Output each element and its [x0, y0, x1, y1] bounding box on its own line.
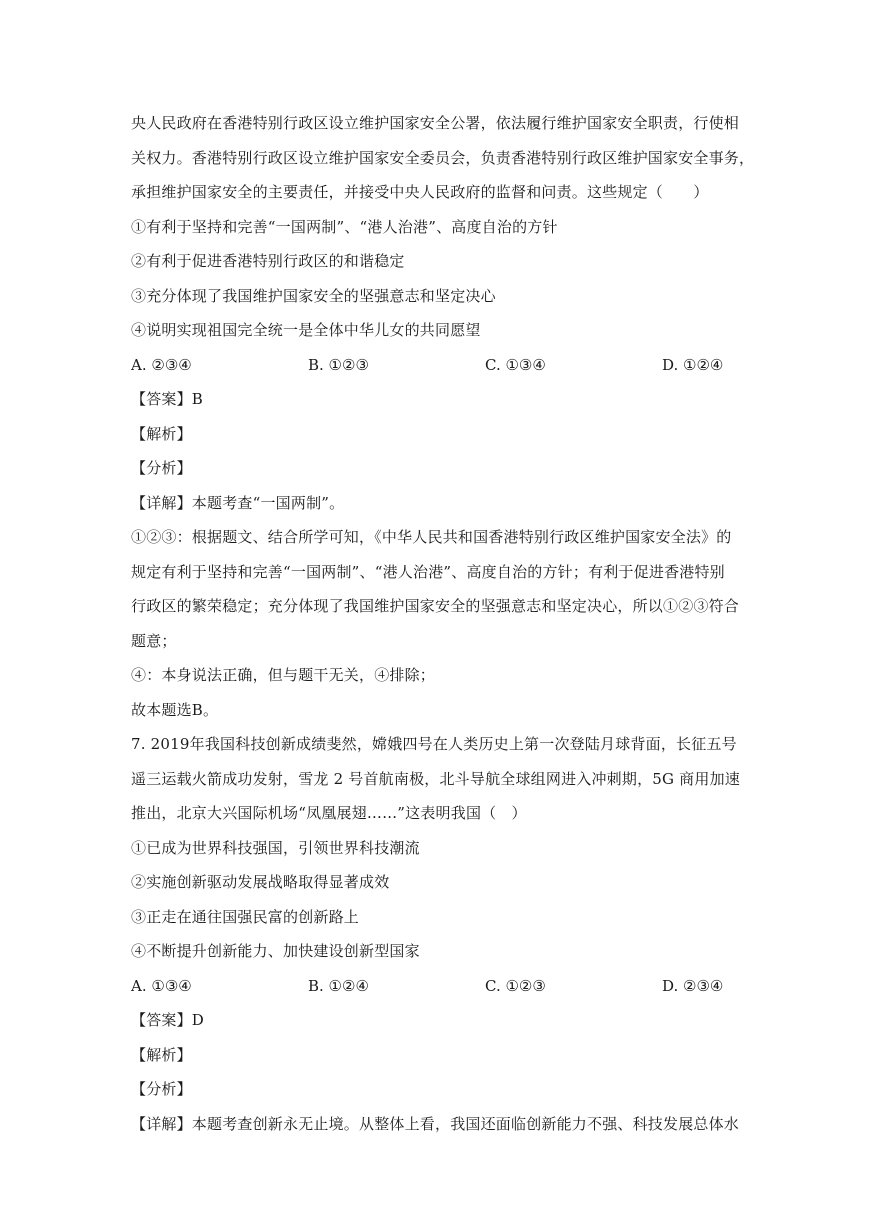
- q7-answer: 【答案】D: [131, 1011, 205, 1029]
- q7-option-b: B. ①②④: [308, 976, 369, 995]
- q7-item-2: ②实施创新驱动发展战略取得显著成效: [131, 873, 390, 891]
- q6-explain-line-3: 规定有利于坚持和完善“一国两制”、“港人治港”、高度自治的方针；有利于促进香港特别: [131, 562, 725, 581]
- q6-item-3: ③充分体现了我国维护国家安全的坚强意志和坚定决心: [131, 286, 496, 305]
- document-page: [131, 106, 755, 1141]
- q7-fenxi-label: 【分析】: [131, 1080, 192, 1098]
- q7-stem-line-1: 7. 2019年我国科技创新成绩斐然，嫦娥四号在人类历史上第一次登陆月球背面，长征五号: [131, 735, 737, 753]
- q6-option-a: A. ②③④: [131, 355, 192, 374]
- q6-stem-line-3: 承担维护国家安全的主要责任，并接受中央人民政府的监督和问责。这些规定（ ）: [131, 183, 709, 201]
- q7-item-4: ④不断提升创新能力、加快建设创新型国家: [131, 942, 420, 960]
- q6-explain-line-6: ④：本身说法正确，但与题干无关，④排除；: [131, 666, 436, 684]
- q6-item-4: ④说明实现祖国完全统一是全体中华儿女的共同愿望: [131, 321, 481, 339]
- q7-stem-line-2: 遥三运载火箭成功发射，雪龙 2 号首航南极，北斗导航全球组网进入冲刺期，5G 商用加速: [131, 769, 740, 788]
- q7-option-d: D. ②③④: [662, 976, 724, 995]
- q7-stem-line-3: 推出，北京大兴国际机场“凤凰展翅……”这表明我国（ ）: [131, 804, 527, 822]
- q6-option-d: D. ①②④: [662, 355, 724, 374]
- q7-options: [131, 969, 741, 1004]
- q7-jiexi-label: 【解析】: [131, 1045, 192, 1064]
- q7-option-c: C. ①②③: [485, 976, 546, 995]
- q6-item-2: ②有利于促进香港特别行政区的和谐稳定: [131, 252, 405, 270]
- q6-explain-line-5: 题意；: [131, 631, 177, 650]
- q6-explain-line-2: ①②③：根据题文、结合所学可知，《中华人民共和国香港特别行政区维护国家安全法》的: [131, 528, 732, 546]
- q6-option-b: B. ①②③: [308, 355, 369, 374]
- q6-explain-line-7: 故本题选B。: [131, 700, 219, 719]
- q6-jiexi-label: 【解析】: [131, 424, 192, 443]
- q6-stem-line-1: 央人民政府在香港特别行政区设立维护国家安全公署，依法履行维护国家安全职责，行使相: [131, 114, 740, 132]
- q7-explain-line-1: 【详解】本题考查创新永无止境。从整体上看，我国还面临创新能力不强、科技发展总体水: [131, 1114, 740, 1133]
- q7-item-3: ③正走在通往国强民富的创新路上: [131, 907, 360, 926]
- q7-item-1: ①已成为世界科技强国，引领世界科技潮流: [131, 838, 420, 857]
- q6-explain-line-4: 行政区的繁荣稳定；充分体现了我国维护国家安全的坚强意志和坚定决心，所以①②③符合: [131, 597, 740, 615]
- q6-answer: 【答案】B: [131, 390, 204, 408]
- q6-options: [131, 348, 741, 383]
- q6-option-c: C. ①③④: [485, 355, 546, 374]
- q6-fenxi-label: 【分析】: [131, 459, 192, 477]
- q6-stem-line-2: 关权力。香港特别行政区设立维护国家安全委员会，负责香港特别行政区维护国家安全事务，: [131, 148, 755, 167]
- q6-explain-line-1: 【详解】本题考查“一国两制”。: [131, 493, 345, 512]
- q7-option-a: A. ①③④: [131, 976, 192, 995]
- q6-item-1: ①有利于坚持和完善“一国两制”、“港人治港”、高度自治的方针: [131, 217, 558, 236]
